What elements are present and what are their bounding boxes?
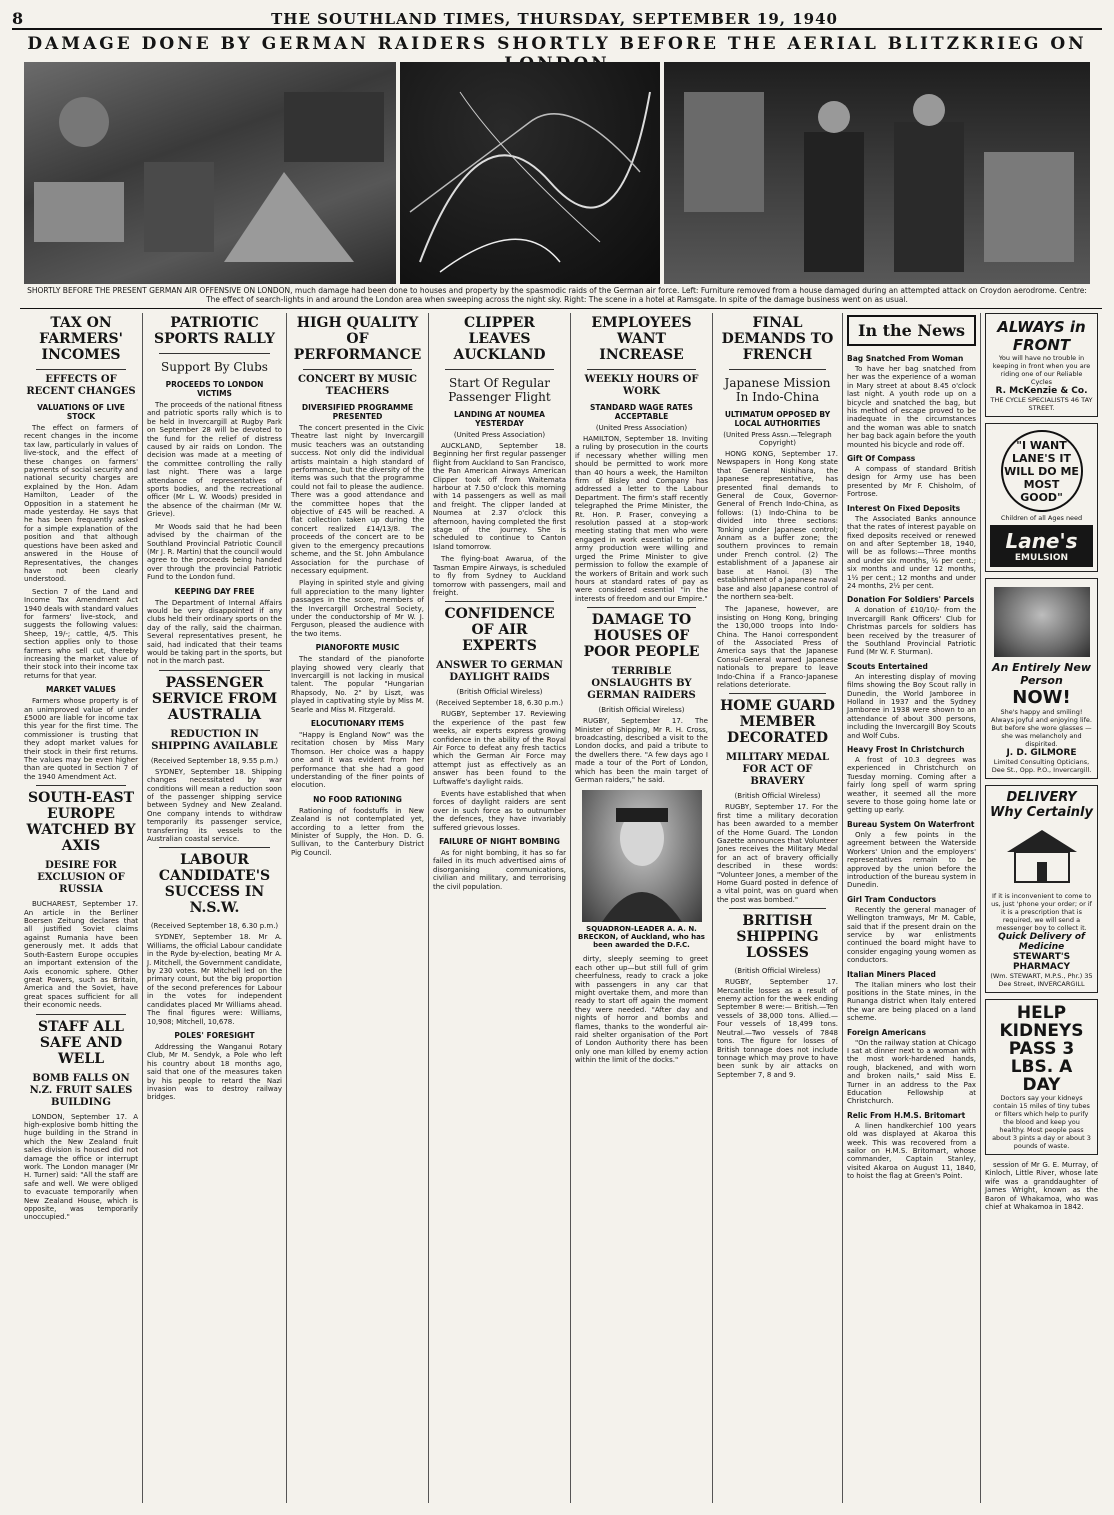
subhead-concert: CONCERT BY MUSIC TEACHERS (298, 374, 417, 397)
brief-heading: Italian Miners Placed (847, 969, 936, 979)
article-text: Section 7 of the Land and Income Tax Amendment Act 1940 deals with standard values for farmers' live-stock, and suggests the following values: Sheep, 19/-; cattle, 4/5. This section applies only to those farmers who sell cut, thereby increasing the market value of their stock into their income tax returns for that year. (24, 587, 139, 680)
photo-ramsgate-hotel (664, 62, 1090, 284)
article-text: HONG KONG, September 17. Newspapers in Hong Kong state that General Nishihara, the Japanese representative, has presented final demands to General de Coux, Governor-General of French Indo-China, as follows: (1) Indo-China to be divided into three sections: Tonking under Japanese control; Annam as a buffer zone; the southern provinces to remain under French control. (2) The establishment of a Japanese air base at Hanoi. (3) The establishment of a Japanese naval base and also Japanese control of the northern sea-belt. (717, 450, 838, 601)
article-text: "Happy is England Now" was the recitation chosen by Miss Mary Thomson. Her choice was a happy one and it was evident from her performance that she had a good understanding of the finer points of elocution. (291, 731, 424, 790)
subhead-daylight-raids: ANSWER TO GERMAN DAYLIGHT RAIDS (436, 660, 563, 684)
article-text: The proceeds of the national fitness and patriotic sports rally which is to be held in Invercargill at Rugby Park on September 28 will be devoted to the fund for the relief of distress caused by air raids on London. The decision was made at a meeting of the committee controlling the rally last night. There was a large attendance of representatives of sports bodies, and the recreational officer (Mr L. W. Woods) presided in the absence of the chairman (Mr W. Grieve). (147, 401, 282, 519)
portrait-breckon (582, 790, 702, 922)
article-text: RUGBY, September 17. Mercantile losses as a result of enemy action for the week ending September 8 were:— British.—Ten vessels of 38,000 tons. Allied.—Four vessels of 18,499 tons. Neutral.—Two vessels of 7848 tons. The figure for losses of British tonnage does not include tonnage which may prove to have been sunk by air attacks on September 7, 8 and 9. (717, 978, 838, 1079)
article-text: LONDON, September 17. A high-explosive bomb hitting the huge building in the Strand in which the New Zealand fruit sales division is housed did not damage the office or interrupt work. The London manager (Mr H. Turner) said: "All the staff are safe and well. We were obliged to evacuate temporarily when New Zealand House, which is opposite, was temporarily unoccupied." (24, 1112, 138, 1222)
article-text: The standard of the pianoforte playing showed very clearly that Invercargill is not lacking in musical talent. The popular "Hungarian Rhapsody, No. 2" by Liszt, was played in captivating style by Miss M. Searle and Miss M. Fitzgerald. (291, 655, 424, 714)
subhead-exclusion-russia: DESIRE FOR EXCLUSION OF RUSSIA (37, 860, 125, 896)
photo-searchlights (400, 62, 660, 284)
column-4 (428, 313, 570, 1503)
subhead-bomb-falls: BOMB FALLS ON N.Z. FRUIT SALES BUILDING (29, 1072, 133, 1108)
brief-heading: Bag Snatched From Woman (847, 354, 964, 363)
section-elocutionary: ELOCUTIONARY ITEMS (310, 719, 405, 728)
brief-heading: Foreign Americans (847, 1027, 926, 1037)
section-diversified: DIVERSIFIED PROGRAMME PRESENTED (301, 403, 414, 421)
ad-headline: An Entirely New Person (991, 661, 1092, 687)
ad-headline: HELP KIDNEYS PASS 3 LBS. A DAY (999, 1003, 1084, 1095)
article-text: The concert presented in the Civic Theatre last night by Invercargill music teachers was an outstanding success. Not only did the individual artists maintain a high standard of performance, but the diversity of the items was such that the programme could not fail to please the audience. There was a good attendance and the committee hopes that the objective of £45 will be reached. A flat collection taken up during the concert realized £14/13/8. The proceeds of the concert are to be given to the emergency precautions scheme, and the St. John Ambulance Association for the purchase of necessary equipment. (291, 424, 424, 575)
photo-strip (24, 62, 1090, 284)
ad-text: Children of all Ages need (1000, 514, 1083, 522)
section-wage-rates: STANDARD WAGE RATES ACCEPTABLE (590, 403, 693, 421)
dateline: (Received September 18, 9.55 p.m.) (150, 756, 279, 765)
article-text: The Japanese, however, are insisting on Hong Kong, bringing the 130,000 troops into Indo-China. The Hanoi correspondent of the Associated Press of America says that the Japanese Consul-General warned Japanese nationals to prepare to leave Indo-China if a Franco-Japanese relations deteriorate. (717, 605, 838, 689)
ad-product: EMULSION (1014, 553, 1069, 563)
ad-text: (Wm. STEWART, M.P.S., Phr.) 35 Dee Street, INVERCARGILL (990, 972, 1093, 988)
headline-patriotic-rally: PATRIOTIC SPORTS RALLY (154, 315, 275, 347)
brief-text: Only a few points in the agreement between the Waterside Workers' Union and the employers' representatives remain to be approved by the union before the introduction of the bureau system in Dunedin. (847, 830, 976, 890)
ad-text: Doctors say your kidneys contain 15 miles of tiny tubes or filters which help to purify the blood and keep you healthy. Most people pass about 3 pints a day or about 3 pounds of waste. (992, 1094, 1091, 1150)
subhead-onslaughts: TERRIBLE ONSLAUGHTS BY GERMAN RAIDERS (587, 666, 696, 702)
article-text: RUGBY, September 17. The Minister of Shipping, Mr R. H. Cross, broadcasting, described a visit to the London docks, and paid a tribute to the dwellers there. "A few days ago I made a tour of the Port of London, which has been the main target of German raiders," he said. (575, 717, 708, 784)
house-icon (997, 824, 1087, 884)
article-text: The flying-boat Awarua, of the Tasman Empire Airways, is scheduled to fly from Sydney to Auckland tomorrow with passengers, mail and freight. (433, 555, 566, 597)
section-no-food-rationing: NO FOOD RATIONING (313, 794, 402, 804)
article-text: BUCHAREST, September 17. An article in the Berliner Boersen Zeitung declares that all justified Soviet claims against Rumania have been generously met. It adds that South-Eastern Europe occupies an important extension of the Axis economic sphere. Other great Powers, such as Britain, America and the Soviet, have great spaces sufficient for all their economic needs. (24, 900, 138, 1010)
section-night-bombing: FAILURE OF NIGHT BOMBING (439, 837, 560, 846)
article-text: dirty, sleeply seeming to greet each other up—but still full of grim cheerfulness, ready to crack a joke with passengers in any car that might overtake them, and more than ready to start off again the moment they were needed. "After day and nights of horror and bombs and flames, thanks to the wonderful air-raid shelter organisation of the Port of London Authority there has been only one man killed by enemy action within the limit of the docks." (575, 955, 708, 1065)
subhead-regular-flight: Start Of Regular Passenger Flight (448, 376, 551, 404)
section-ultimatum: ULTIMATUM OPPOSED BY LOCAL AUTHORITIES (724, 410, 831, 428)
article-text: RUGBY, September 17. Reviewing the experience of the past few weeks, air experts express growing confidence in the ability of the Royal Air Force to defeat any fresh tactics which the German Air Force may attempt just as effectively as an answer has been found to the Luftwaffe's daylight raids. (433, 710, 566, 786)
column-3 (286, 313, 428, 1503)
subhead-weekly-hours: WEEKLY HOURS OF WORK (584, 374, 699, 397)
article-text: AUCKLAND, September 18. Beginning her first regular passenger flight from Auckland to San Francisco, the Pan American Airways American Clipper took off from Waitemata harbour at 7.50 o'clock this morning with 14 passengers as well as mail and freight. The clipper landed at Noumea at 2.37 o'clock this afternoon, having completed the first stage of the journey. She is scheduled to continue to Canton Island tomorrow. (433, 442, 566, 551)
ad-text: THE CYCLE SPECIALISTS 46 TAY STREET. (990, 396, 1093, 412)
brief-heading: Heavy Frost In Christchurch (847, 745, 965, 755)
headline-labour-candidate: LABOUR CANDIDATE'S SUCCESS IN N.S.W. (158, 852, 271, 917)
ad-brand: Lane's (1005, 529, 1078, 553)
ad-lanes-emulsion (985, 423, 1098, 572)
ad-stewarts-pharmacy (985, 785, 1098, 993)
photo-damaged-furniture (24, 62, 396, 284)
subhead-military-medal: MILITARY MEDAL FOR ACT OF BRAVERY (726, 752, 829, 788)
ad-headline: ALWAYS in FRONT (997, 318, 1086, 354)
article-text: Addressing the Wanganui Rotary Club, Mr M. Sendyk, a Pole who left his country about 18 months ago, said that one of the measures taken by his people to retard the Nazi invasion was to destroy railway bridges. (147, 1042, 282, 1102)
brief-text: Recently the general manager of Wellington tramways, Mr M. Cable, said that if the present drain on the service by war enlistments continued the board might have to consider engaging young women as conductors. (847, 905, 976, 965)
brief-text: To have her bag snatched from her was the experience of a woman in Mary street at about 8.45 o'clock last night. A youth rode up on a bicycle and snatched the bag, but his method of escape proved to be inadequate in the circumstances and the woman was able to snatch her bag back again before the youth mounted his bicycle and rode off. (847, 365, 976, 449)
headline-employees: EMPLOYEES WANT INCREASE (591, 315, 692, 363)
column-1 (20, 313, 142, 1503)
newspaper-title: THE SOUTHLAND TIMES, THURSDAY, SEPTEMBER 19, 1940 (271, 10, 838, 28)
article-text: RUGBY, September 17. For the first time a military decoration has been awarded to a member of the Home Guard. The London Gazette announces that Volunteer Jones receives the Military Medal for an act of bravery officially described in these words: "Volunteer Jones, a member of the Home Guard posted in defence of a vital point, was on guard when the post was bombed." (717, 803, 838, 904)
article-text: session of Mr G. E. Murray, of Kinloch, Little River, whose late wife was a granddaughter of James Wright, known as the Baron of Whakamoa, who was chief at Whakamoa in 1842. (985, 1161, 1098, 1212)
dateline: (United Press Association) (595, 424, 688, 432)
column-8-ads (980, 313, 1102, 1503)
ad-brand-panel (990, 525, 1093, 567)
page-number: 8 (12, 9, 24, 28)
headline-final-demands: FINAL DEMANDS TO FRENCH (721, 315, 834, 363)
ad-headline: DELIVERY Why Certainly (990, 790, 1093, 820)
article-text: Playing in spirited style and giving full appreciation to the many lighter passages in the score, members of the Invercargill Orchestral Society, under the conductorship of Mr W. J. Ferguson, pleased the audience with the two items. (291, 579, 424, 638)
section-proceeds: PROCEEDS TO LONDON VICTIMS (165, 380, 264, 398)
headline-high-quality: HIGH QUALITY OF PERFORMANCE (293, 315, 422, 363)
article-text: HAMILTON, September 18. Inviting a ruling by prosecution in the courts if necessary whether willing men should be permitted to work more than 40 hours a week, the Hamilton firm of Bisley and Company has addressed a letter to the Labour Department. The firm's staff recently telegraphed the Prime Minister, the Rt. Hon. P. Fraser, conveying a resolution passed at a stop-work meeting stating that men who were engaged in work essential to prime army production were willing and urged the Prime Minister to give permission to follow the example of the workers of Britain and work such hours at standard rates of pay as were considered essential "in the interests of freedom and our Empire." (575, 435, 708, 603)
article-text: The effect on farmers of recent changes in the income tax law, particularly in values of live-stock, and the effect of these changes on farmers' payments of social security and national security charges are explained by the Hon. Adam Hamilton, Leader of the Opposition in a statement he made yesterday. He says that he has been frequently asked for a simple explanation of the position and that although questions have been asked and answered in the House of Representatives, the changes have not been clearly understood. (24, 424, 138, 584)
brief-text: A compass of standard British design for Army use has been presented by Mr F. Chisholm, of Fortrose. (847, 465, 976, 499)
brief-text: A linen handkerchief 100 years old was displayed at Akaroa this week. This was recovered from a sailor on H.M.S. Britomart, whose commander, Captain Stanley, visited Akaroa on August 11, 1840, to hoist the flag at Green's Point. (847, 1121, 976, 1181)
section-poles-foresight: POLES' FORESIGHT (174, 1030, 255, 1040)
brief-text: An interesting display of moving films showing the Boy Scout rally in Dunedin, the World Jamboree in Holland in 1937 and the Sydney Jamboree in 1938 were shown to an attendance of about 300 persons, including the Invercargill Boy Scouts and Wolf Cubs. (847, 672, 976, 740)
headline-passenger-service: PASSENGER SERVICE FROM AUSTRALIA (151, 674, 278, 723)
brief-heading: Scouts Entertained (847, 661, 928, 671)
headline-damage-houses: DAMAGE TO HOUSES OF POOR PEOPLE (583, 612, 700, 661)
photo-banner-headline: DAMAGE DONE BY GERMAN RAIDERS SHORTLY BEFORE THE AERIAL BLITZKRIEG ON (27, 34, 1087, 54)
ad-brand: STEWART'S PHARMACY (1012, 952, 1071, 972)
dateline: (Received September 18, 6.30 p.m.) (150, 922, 279, 931)
column-6 (712, 313, 842, 1503)
column-5 (570, 313, 712, 1503)
dateline: (British Official Wireless) (598, 706, 685, 715)
section-market-values: MARKET VALUES (46, 685, 116, 695)
in-the-news-box: In the News (847, 315, 976, 346)
column-7 (842, 313, 980, 1503)
headline-home-guard: HOME GUARD MEMBER DECORATED (720, 698, 835, 747)
dateline: (British Official Wireless) (734, 967, 821, 976)
section-noumea: LANDING AT NOUMEA YESTERDAY (453, 410, 545, 428)
subhead-reduction-shipping: REDUCTION IN SHIPPING AVAILABLE (151, 728, 278, 752)
section-pianoforte: PIANOFORTE MUSIC (315, 643, 400, 653)
brief-heading: Girl Tram Conductors (847, 894, 937, 904)
dateline: (United Press Association) (453, 431, 546, 439)
ad-gilmore-opticians (985, 578, 1098, 779)
brief-text: "On the railway station at Chicago I sat at dinner next to a woman with the most work-hardened hands, rough, blackened, and with worn and broken nails," said Miss E. Turner in an address to the Pax Education Fellowship at Christchurch. (847, 1038, 976, 1106)
ad-speech-bubble: "I WANT LANE'S IT WILL DO ME MOST GOOD" (1001, 430, 1083, 512)
brief-text: A donation of £10/10/- from the Invercargill Rank Officers' Club for Christmas parcels for soldiers has been received by the treasurer of the Southland Provincial Patriotic Fund (Mr W. F. Sturman). (847, 606, 976, 657)
ad-now: NOW! (1012, 687, 1071, 708)
article-text: Mr Woods said that he had been advised by the chairman of the Southland Provincial Patriotic Council (Mr J. R. Martin) that the council would agree to the proceeds being handed over through the provincial Patriotic Fund to the London fund. (147, 522, 282, 582)
ad-text: Limited Consulting Opticians, Dee St., Opp. P.O., Invercargill. (991, 758, 1092, 774)
article-text: Farmers whose property is of an unimproved value of under £5000 are liable for income tax this year for the first time. The commissioner is trusting that they adopt market values for their stock in their first returns. The values may be even higher than are quoted in Section 7 of the 1940 Amendment Act. (24, 697, 138, 781)
ad-brand: R. McKenzie & Co. (995, 386, 1088, 396)
dateline: (British Official Wireless) (456, 688, 543, 697)
portrait-caption: SQUADRON-LEADER A. A. N. BRECKON, of Auckland, who has been awarded the D.F.C. (578, 925, 705, 950)
brief-heading: Donation For Soldiers' Parcels (847, 595, 975, 605)
subhead-effects: EFFECTS OF RECENT CHANGES (26, 374, 136, 397)
dateline: (Received September 18, 6.30 p.m.) (435, 699, 564, 708)
article-columns (20, 308, 1102, 1508)
brief-heading: Gift Of Compass (847, 454, 916, 464)
article-text: Events have established that when forces of daylight raiders are sent over in such force as to outnumber the defences, they have invariably suffered grievous losses. (433, 789, 566, 832)
column-2 (142, 313, 286, 1503)
headline-confidence-air: CONFIDENCE OF AIR EXPERTS (444, 606, 555, 655)
article-text: SYDNEY, September 18. Mr A. Williams, the official Labour candidate in the Ryde by-election, beating Mr A. J. Mitchell, the Government candidate, by 230 votes. Mr Mitchell led on the primary count, but the big proportion of the second preferences for Labour in the votes for independent candidates placed Mr Williams ahead. The final figures were: Williams, 10,908; Mitchell, 10,678. (147, 933, 282, 1026)
ad-mckenzie-cycles (985, 313, 1098, 417)
article-text: As for night bombing, it has so far failed in its much advertised aims of disorganising communications, civilian and military, and terrorising the civil population. (433, 849, 566, 891)
article-text: Rationing of foodstuffs in New Zealand is not contemplated yet, according to a letter from the Minister of Supply, the Hon. D. G. Sullivan, to the Canterbury District Pig Council. (291, 806, 424, 857)
photo-caption: SHORTLY BEFORE THE PRESENT GERMAN AIR OFFENSIVE ON LONDON, much damage had been done to houses and property by the spasmodic raids of the German air force. Left: Furniture removed from a house damaged during an attempted attack on Croydon aerodrome. Centre: The effect of search-lights in and around the London area when sweeping across the night sky. Right: The scene in a hotel at Ramsgate. In spite of the damage business went on as usual. (27, 286, 1087, 304)
headline-clipper: CLIPPER LEAVES AUCKLAND (453, 315, 546, 363)
article-text: SYDNEY, September 18. Shipping changes necessitated by war conditions will mean a reduction soon of the passenger shipping service between Sydney and New Zealand. One company intends to withdraw temporarily its passenger service, transferring its vessels to the Australian coastal service. (147, 767, 282, 844)
headline-shipping-losses: BRITISH SHIPPING LOSSES (736, 913, 819, 962)
brief-heading: Interest On Fixed Deposits (847, 503, 961, 513)
subhead-support-clubs: Support By Clubs (161, 360, 268, 374)
brief-text: The Italian miners who lost their positions in the State mines, in the Runanga district when Italy entered the war are being placed on a land scheme. (847, 980, 976, 1023)
dateline: (United Press Assn.—Telegraph Copyright) (723, 431, 832, 447)
ad-portrait (994, 587, 1090, 657)
brief-heading: Relic From H.M.S. Britomart (847, 1110, 966, 1120)
subhead-japanese-mission: Japanese Mission In Indo-China (724, 376, 831, 404)
brief-heading: Bureau System On Waterfront (847, 819, 975, 829)
dateline: (British Official Wireless) (734, 792, 821, 801)
headline-south-east-europe: SOUTH-EAST EUROPE WATCHED BY AXIS (26, 790, 136, 855)
article-text: The Department of Internal Affairs would be very disappointed if any clubs held their ordinary sports on the day of the rally, said the chairman. Several representatives present, he said, had indicated that their teams would be taking part in the sports, but not in the march past. (147, 598, 282, 666)
brief-text: A frost of 10.3 degrees was experienced in Christchurch on Tuesday morning. Coming after a fairly long spell of warm spring weather, it seemed all the more severe to those going home late or getting up early. (847, 756, 976, 815)
ad-subheadline: Quick Delivery of Medicine (998, 932, 1085, 952)
headline-tax-farmers: TAX ON FARMERS' INCOMES (39, 315, 123, 363)
ad-text: She's happy and smiling! Always joyful and enjoying life. But before she wore glasses — she was melancholy and dispirited. (991, 708, 1092, 748)
masthead (12, 6, 1102, 30)
ad-text: If it is inconvenient to come to us, just 'phone your order; or if it is a prescription that is required, we will send a messenger boy to collect it. (991, 892, 1092, 932)
brief-text: The Associated Banks announce that the rates of interest payable on fixed deposits received or renewed on and after September 18, 1940, will be as follows:—Three months and under six months, ½ per cent.; six months and under 12 months, 1½ per cent.; 12 months and under 24 months, 2½ per cent. (847, 514, 976, 590)
ad-text: You will have no trouble in keeping in front when you are riding one of our Reliable Cycles (992, 354, 1091, 386)
ad-kidney-pills (985, 999, 1098, 1155)
section-keeping-day-free: KEEPING DAY FREE (174, 586, 255, 596)
headline-staff-safe: STAFF ALL SAFE AND WELL (38, 1018, 124, 1067)
ad-brand: J. D. GILMORE (1006, 748, 1077, 758)
section-valuations: VALUATIONS OF LIVE STOCK (37, 403, 125, 421)
